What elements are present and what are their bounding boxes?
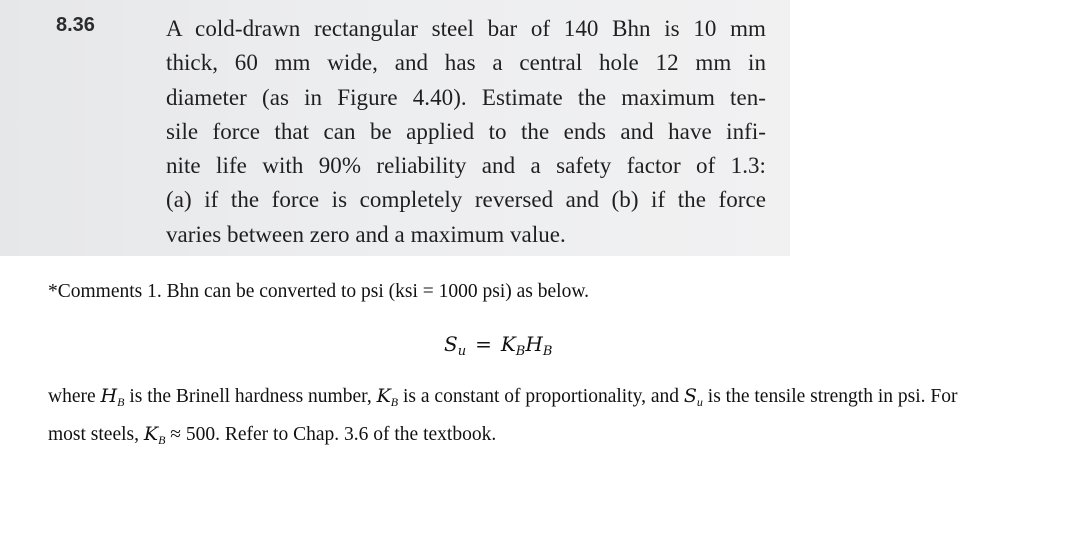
eq-equals: = — [475, 332, 492, 356]
eq-symbol-s: S — [444, 332, 458, 356]
symbol-subscript: B — [117, 395, 125, 409]
problem-line: nite life with 90% reliability and a safety factor of 1.3: — [166, 153, 766, 179]
text-run: is the tensile strength in psi. For most steels, — [48, 386, 958, 445]
problem-line: (a) if the force is completely reversed and (b) if the force — [166, 187, 766, 213]
eq-subscript-u: u — [457, 344, 467, 359]
symbol-hb: H — [100, 385, 118, 407]
symbol-subscript: u — [696, 395, 703, 409]
text-run: where — [48, 386, 101, 407]
text-run: ≈ 500. Refer to Chap. 3.6 of the textbook. — [165, 424, 497, 445]
eq-subscript-b: B — [515, 344, 526, 359]
symbol-subscript: B — [390, 395, 399, 409]
problem-number: 8.36 — [56, 14, 95, 36]
problem-statement — [166, 12, 766, 252]
problem-line: diameter (as in Figure 4.40). Estimate the maximum ten- — [166, 84, 766, 110]
text-run: is the Brinell hardness number, — [124, 386, 377, 407]
symbol-kb: K — [143, 423, 159, 445]
comments-note: *Comments 1. Bhn can be converted to psi (ksi = 1000 psi) as below. — [48, 281, 590, 302]
symbol-kb: K — [376, 385, 391, 407]
eq-subscript-b: B — [542, 344, 553, 359]
ultimate-strength-equation — [444, 332, 552, 359]
equation-explanation — [48, 380, 978, 456]
problem-line: sile force that can be applied to the ends and have infi- — [166, 118, 766, 144]
problem-line: thick, 60 mm wide, and has a central hole 12 mm in — [166, 50, 766, 76]
symbol-su: S — [683, 385, 697, 407]
problem-line: varies between zero and a maximum value. — [166, 221, 566, 247]
text-run: is a constant of proportionality, and — [398, 386, 684, 407]
eq-symbol-k: K — [500, 332, 516, 356]
symbol-subscript: B — [158, 433, 166, 447]
eq-symbol-h: H — [525, 332, 543, 356]
problem-line: A cold-drawn rectangular steel bar of 140 Bhn is 10 mm — [166, 16, 766, 41]
scanned-textbook-excerpt — [0, 0, 790, 256]
